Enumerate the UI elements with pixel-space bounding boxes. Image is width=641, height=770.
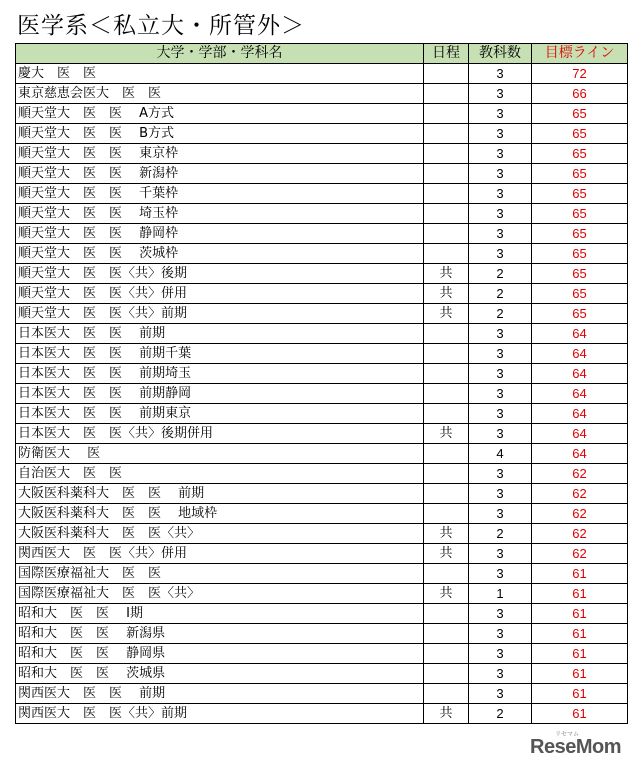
row-subjects: 3 <box>469 344 532 364</box>
row-name: 関西医大 医 医〈共〉前期 <box>16 704 424 724</box>
row-target-line: 61 <box>532 664 628 684</box>
row-name: 昭和大 医 医 茨城県 <box>16 664 424 684</box>
row-name: 日本医大 医 医 前期 <box>16 324 424 344</box>
row-schedule <box>424 384 469 404</box>
table-row <box>16 644 628 664</box>
row-schedule <box>424 504 469 524</box>
row-schedule <box>424 464 469 484</box>
row-target-line: 65 <box>532 224 628 244</box>
table-row <box>16 64 628 84</box>
row-subjects: 3 <box>469 464 532 484</box>
row-schedule <box>424 344 469 364</box>
row-name: 大阪医科薬科大 医 医 地域枠 <box>16 504 424 524</box>
table-row <box>16 544 628 564</box>
page-title: 医学系＜私立大・所管外＞ <box>17 13 305 39</box>
row-name: 順天堂大 医 医 A方式 <box>16 104 424 124</box>
row-subjects: 3 <box>469 544 532 564</box>
row-target-line: 65 <box>532 164 628 184</box>
row-schedule: 共 <box>424 704 469 724</box>
row-name: 国際医療福祉大 医 医 <box>16 564 424 584</box>
row-name: 関西医大 医 医 前期 <box>16 684 424 704</box>
table-row <box>16 584 628 604</box>
row-subjects: 2 <box>469 304 532 324</box>
table-row <box>16 484 628 504</box>
row-schedule <box>424 444 469 464</box>
row-subjects: 3 <box>469 224 532 244</box>
row-name: 順天堂大 医 医 新潟枠 <box>16 164 424 184</box>
row-schedule: 共 <box>424 284 469 304</box>
row-subjects: 2 <box>469 264 532 284</box>
row-target-line: 64 <box>532 384 628 404</box>
row-subjects: 3 <box>469 164 532 184</box>
table-row <box>16 444 628 464</box>
row-target-line: 65 <box>532 104 628 124</box>
row-name: 順天堂大 医 医 B方式 <box>16 124 424 144</box>
table-row <box>16 704 628 724</box>
row-name: 日本医大 医 医 前期埼玉 <box>16 364 424 384</box>
row-target-line: 62 <box>532 544 628 564</box>
score-table <box>15 43 628 724</box>
header-schedule: 日程 <box>424 44 469 64</box>
row-name: 順天堂大 医 医 東京枠 <box>16 144 424 164</box>
row-schedule: 共 <box>424 424 469 444</box>
row-target-line: 72 <box>532 64 628 84</box>
table-row <box>16 144 628 164</box>
table-row <box>16 684 628 704</box>
table-row <box>16 84 628 104</box>
table-row <box>16 304 628 324</box>
row-schedule <box>424 104 469 124</box>
row-target-line: 64 <box>532 344 628 364</box>
row-name: 順天堂大 医 医 千葉枠 <box>16 184 424 204</box>
row-subjects: 3 <box>469 204 532 224</box>
row-name: 大阪医科薬科大 医 医 前期 <box>16 484 424 504</box>
row-name: 大阪医科薬科大 医 医〈共〉 <box>16 524 424 544</box>
row-subjects: 2 <box>469 704 532 724</box>
row-schedule <box>424 484 469 504</box>
row-name: 順天堂大 医 医 埼玉枠 <box>16 204 424 224</box>
row-subjects: 3 <box>469 484 532 504</box>
row-subjects: 1 <box>469 584 532 604</box>
row-schedule <box>424 564 469 584</box>
row-target-line: 62 <box>532 524 628 544</box>
row-target-line: 61 <box>532 564 628 584</box>
header-subjects: 教科数 <box>469 44 532 64</box>
row-subjects: 3 <box>469 124 532 144</box>
row-name: 昭和大 医 医 静岡県 <box>16 644 424 664</box>
row-name: 昭和大 医 医 新潟県 <box>16 624 424 644</box>
row-target-line: 61 <box>532 624 628 644</box>
table-row <box>16 244 628 264</box>
row-subjects: 3 <box>469 324 532 344</box>
row-target-line: 66 <box>532 84 628 104</box>
row-target-line: 65 <box>532 184 628 204</box>
row-subjects: 3 <box>469 604 532 624</box>
row-target-line: 61 <box>532 704 628 724</box>
table-row <box>16 604 628 624</box>
row-target-line: 65 <box>532 304 628 324</box>
row-schedule <box>424 324 469 344</box>
row-schedule <box>424 604 469 624</box>
table-row <box>16 524 628 544</box>
row-name: 順天堂大 医 医〈共〉併用 <box>16 284 424 304</box>
row-schedule <box>424 144 469 164</box>
row-name: 東京慈恵会医大 医 医 <box>16 84 424 104</box>
row-schedule: 共 <box>424 304 469 324</box>
row-subjects: 3 <box>469 104 532 124</box>
row-schedule <box>424 184 469 204</box>
row-name: 日本医大 医 医 前期静岡 <box>16 384 424 404</box>
row-target-line: 65 <box>532 284 628 304</box>
row-schedule <box>424 224 469 244</box>
row-name: 国際医療福祉大 医 医〈共〉 <box>16 584 424 604</box>
row-schedule: 共 <box>424 264 469 284</box>
row-name: 防衛医大 医 <box>16 444 424 464</box>
resemom-logo: ReseMom <box>530 736 621 758</box>
row-schedule <box>424 64 469 84</box>
row-name: 順天堂大 医 医 静岡枠 <box>16 224 424 244</box>
table-row <box>16 164 628 184</box>
row-schedule <box>424 244 469 264</box>
table-row <box>16 344 628 364</box>
row-name: 自治医大 医 医 <box>16 464 424 484</box>
table-row <box>16 624 628 644</box>
row-target-line: 61 <box>532 684 628 704</box>
logo-subtext: リセマム <box>555 731 579 738</box>
table-row <box>16 664 628 684</box>
row-target-line: 61 <box>532 604 628 624</box>
row-subjects: 3 <box>469 384 532 404</box>
row-schedule <box>424 684 469 704</box>
row-schedule <box>424 664 469 684</box>
row-subjects: 3 <box>469 644 532 664</box>
row-name: 順天堂大 医 医 茨城枠 <box>16 244 424 264</box>
row-target-line: 61 <box>532 644 628 664</box>
row-subjects: 3 <box>469 424 532 444</box>
row-schedule <box>424 164 469 184</box>
row-name: 慶大 医 医 <box>16 64 424 84</box>
row-target-line: 62 <box>532 464 628 484</box>
row-schedule <box>424 644 469 664</box>
row-subjects: 3 <box>469 184 532 204</box>
row-schedule <box>424 364 469 384</box>
table-header-row <box>16 44 628 64</box>
table-row <box>16 324 628 344</box>
table-row <box>16 264 628 284</box>
row-name: 昭和大 医 医 Ⅰ期 <box>16 604 424 624</box>
row-schedule: 共 <box>424 584 469 604</box>
table-row <box>16 504 628 524</box>
table-row <box>16 424 628 444</box>
table-row <box>16 204 628 224</box>
table-row <box>16 564 628 584</box>
row-subjects: 3 <box>469 64 532 84</box>
table-row <box>16 104 628 124</box>
row-subjects: 4 <box>469 444 532 464</box>
row-name: 順天堂大 医 医〈共〉後期 <box>16 264 424 284</box>
row-subjects: 3 <box>469 364 532 384</box>
table-row <box>16 464 628 484</box>
row-target-line: 64 <box>532 324 628 344</box>
row-subjects: 3 <box>469 504 532 524</box>
row-name: 日本医大 医 医〈共〉後期併用 <box>16 424 424 444</box>
row-target-line: 65 <box>532 264 628 284</box>
row-subjects: 3 <box>469 84 532 104</box>
header-name: 大学・学部・学科名 <box>16 44 424 64</box>
row-schedule <box>424 624 469 644</box>
row-subjects: 3 <box>469 664 532 684</box>
table-row <box>16 384 628 404</box>
row-target-line: 64 <box>532 404 628 424</box>
row-name: 関西医大 医 医〈共〉併用 <box>16 544 424 564</box>
row-target-line: 64 <box>532 444 628 464</box>
row-name: 順天堂大 医 医〈共〉前期 <box>16 304 424 324</box>
row-subjects: 3 <box>469 244 532 264</box>
row-subjects: 3 <box>469 404 532 424</box>
row-subjects: 3 <box>469 144 532 164</box>
row-target-line: 65 <box>532 204 628 224</box>
row-schedule <box>424 84 469 104</box>
table-row <box>16 364 628 384</box>
row-target-line: 65 <box>532 124 628 144</box>
row-target-line: 65 <box>532 244 628 264</box>
row-target-line: 65 <box>532 144 628 164</box>
row-target-line: 62 <box>532 484 628 504</box>
row-subjects: 2 <box>469 524 532 544</box>
row-schedule <box>424 124 469 144</box>
row-target-line: 64 <box>532 364 628 384</box>
row-subjects: 2 <box>469 284 532 304</box>
table-row <box>16 284 628 304</box>
row-schedule <box>424 204 469 224</box>
row-subjects: 3 <box>469 564 532 584</box>
row-subjects: 3 <box>469 624 532 644</box>
row-schedule <box>424 404 469 424</box>
row-target-line: 62 <box>532 504 628 524</box>
table-row <box>16 184 628 204</box>
row-target-line: 61 <box>532 584 628 604</box>
row-schedule: 共 <box>424 544 469 564</box>
row-subjects: 3 <box>469 684 532 704</box>
table-row <box>16 124 628 144</box>
row-name: 日本医大 医 医 前期東京 <box>16 404 424 424</box>
header-target-line: 目標ライン <box>532 44 628 64</box>
row-name: 日本医大 医 医 前期千葉 <box>16 344 424 364</box>
row-target-line: 64 <box>532 424 628 444</box>
table-row <box>16 224 628 244</box>
table-row <box>16 404 628 424</box>
row-schedule: 共 <box>424 524 469 544</box>
